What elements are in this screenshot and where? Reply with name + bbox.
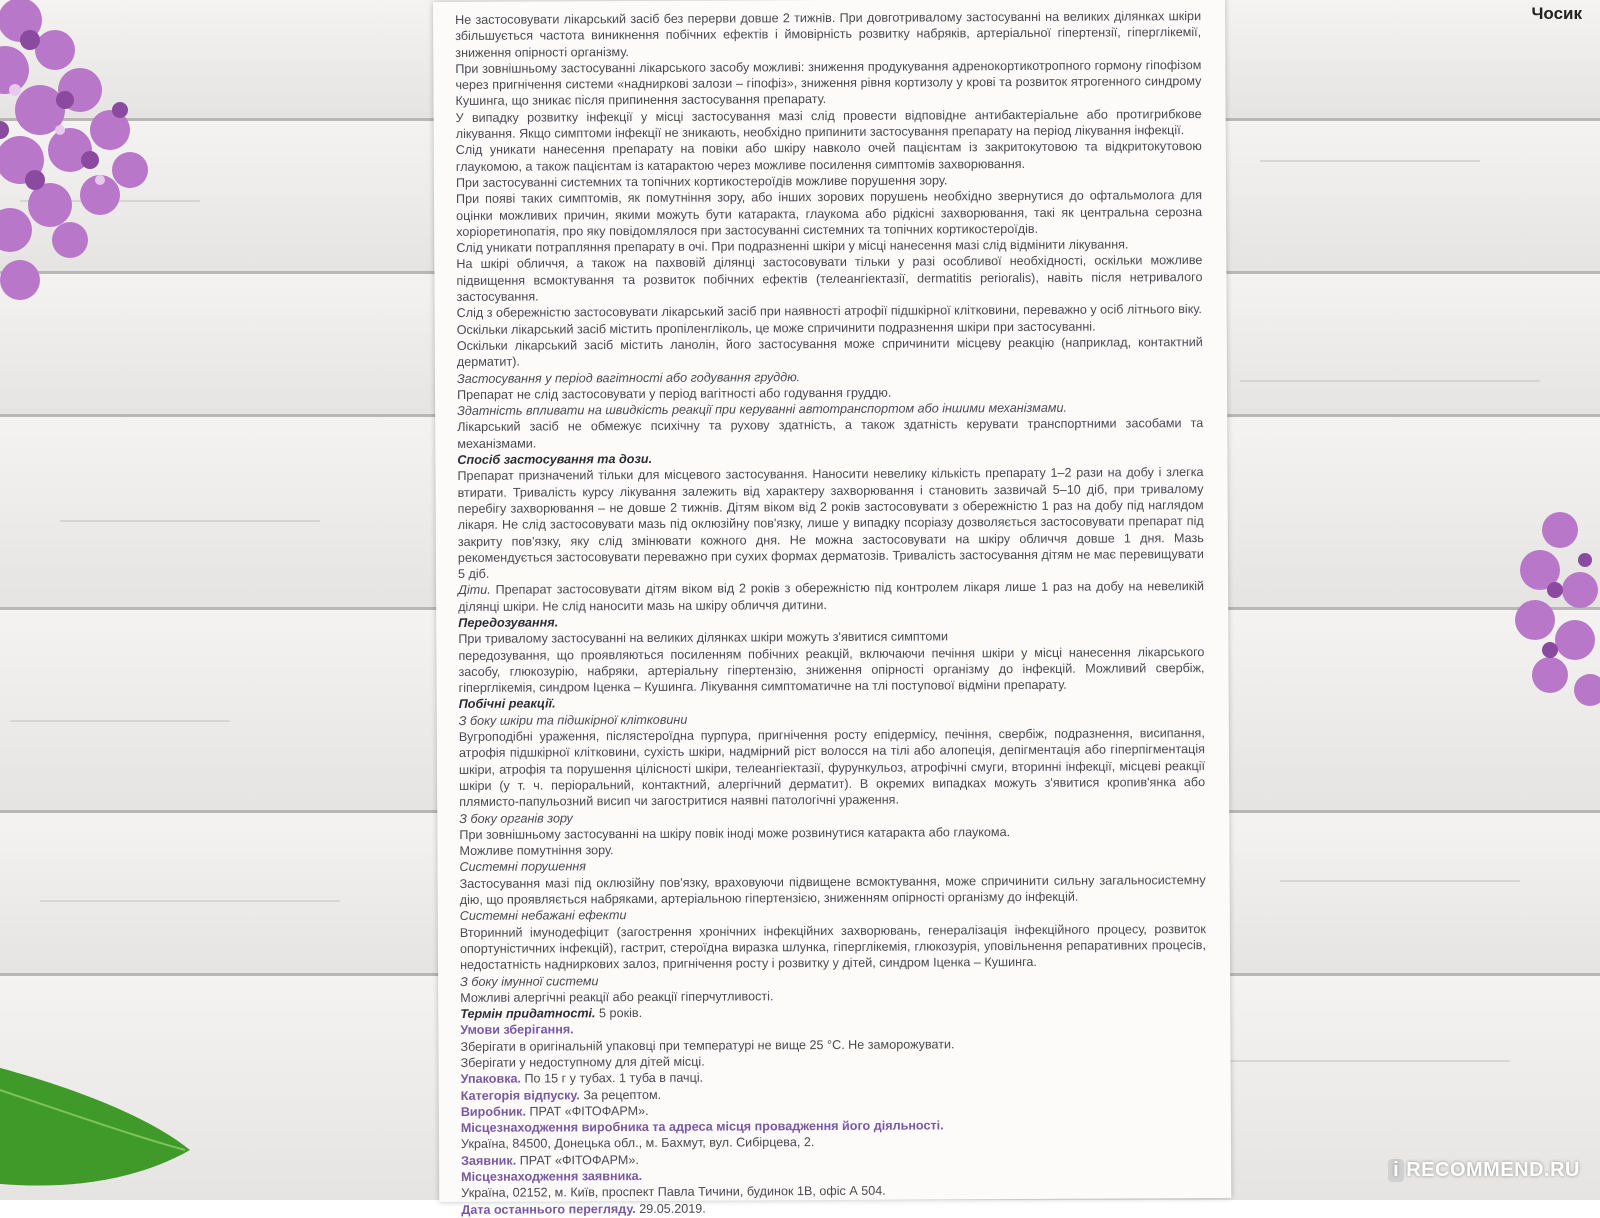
paragraph: Можливі алергічні реакції або реакції гіперчутливості. [460, 989, 774, 1005]
paragraph: У випадку розвитку інфекції у місці застосування мазі слід провести відповідне антибактеріальне або протигрибкове лікування. Якщо симптоми інфекції не зникають, необхідно припинити застосування препарату на період лікування інфекції. [455, 106, 1202, 142]
package-value: По 15 г у тубах. 1 туба в пачці. [524, 1070, 704, 1086]
paragraph: Слід уникати потрапляння препарату в очі. При подразненні шкіри у місці нанесення мазі слід відмінити лікування. [456, 237, 1129, 256]
lilac-flowers-right [1480, 500, 1600, 730]
subheading-eye: З боку органів зору [459, 810, 573, 826]
subheading-system: Системні порушення [459, 859, 587, 875]
applicant-title: Заявник. [461, 1153, 517, 1168]
category-value: За рецептом. [583, 1087, 662, 1102]
paragraph: При зовнішньому застосуванні на шкіру повік іноді може розвинутися катаракта або глаукома. [459, 824, 1011, 842]
shelf-life-value: 5 років. [599, 1006, 643, 1021]
wood-grain [10, 720, 230, 722]
paragraph: При появі таких симптомів, як помутніння зору, або інших зорових порушень необхідно звернутися до офтальмолога для оцінки можливих причин, якими можуть бути катаракта, глаукома або рідкісні захворювання, такі як центральна серозна хоріоретинопатія, про яку повідомлялося при застосуванні системних та топічних кортикостероїдів. [456, 188, 1203, 239]
wood-grain [1230, 1060, 1510, 1062]
watermark-badge-icon: i [1388, 1159, 1404, 1182]
wood-grain [1240, 380, 1540, 382]
subheading-skin: З боку шкіри та підшкірної клітковини [458, 712, 688, 728]
review-title: Дата останнього перегляду. [461, 1201, 636, 1217]
leaflet-text [455, 8, 1207, 1218]
paragraph: Не застосовувати лікарський засіб без перерви довше 2 тижнів. При довготривалому застосуванні на великих ділянках шкіри збільшується частота виникнення побічних ефектів і ймовірність розвитку набряків, артеріальної гіпертензії, гіперглікемії, зниження опірності організму. [455, 9, 1202, 60]
wood-grain [40, 900, 340, 902]
author-name: Чосик [1531, 4, 1582, 23]
applicant-value: ПРАТ «ФІТОФАРМ». [519, 1152, 639, 1168]
paragraph: Слід уникати нанесення препарату на повіки або шкіру навколо очей пацієнтам із закритокутовою та відкритокутовою глаукомою, а також пацієнтам із катарактою через можливе посилення симптомів захворювання. [455, 139, 1202, 174]
subheading-immune: З боку імунної системи [460, 973, 599, 989]
recommend-watermark [1388, 1159, 1580, 1182]
watermark-text: RECOMMEND.RU [1406, 1159, 1580, 1181]
paragraph: На шкірі обличчя, а також на пахвовій ділянці застосовувати тільки у разі особливої необхідності, оскільки можливе підвищення всмоктування та розвиток побічних ефектів (телеангіектазії, dermatitis perioralis), навіть після нетривалого застосування. [456, 253, 1203, 305]
paragraph: При застосуванні системних та топічних кортикостероїдів можливе порушення зору. [455, 173, 948, 190]
children-text: Препарат застосовувати дітям віком від 2 років з обережністю під контролем лікаря лише 1 раз на добу на невеликій ділянці шкіри. Не слід наносити мазь на шкіру обличчя дитини. [458, 579, 1205, 614]
applicant-location-value: Україна, 02152, м. Київ, проспект Павла Тичини, будинок 1В, офіс А 504. [461, 1184, 886, 1201]
paragraph: Лікарський засіб не обмежує психічну та рухову здатність, а також здатність керувати транспортними засобами та механізмами. [457, 416, 1204, 451]
maker-location-value: Україна, 84500, Донецька обл., м. Бахмут, вул. Сибірцева, 2. [460, 1135, 815, 1152]
maker-value: ПРАТ «ФІТОФАРМ». [529, 1103, 649, 1119]
paragraph: Застосування мазі під оклюзійну пов'язку, враховуючи підвищене всмоктування, може спричинити сильну загальносистемну дію, що проявляється набряками, артеріальною гіпертензією, зниженням опірності організму до інфекцій. [459, 872, 1206, 907]
green-leaf [0, 1040, 230, 1200]
package-title: Упаковка. [460, 1071, 522, 1087]
storage-title: Умови зберігання. [460, 1022, 574, 1038]
paragraph: Можливе помутніння зору. [459, 843, 614, 859]
paragraph: Слід з обережністю застосовувати лікарський засіб при наявності атрофії підшкірної клітковини, переважно у осіб літнього віку. [456, 302, 1202, 321]
section-heading-pregnancy: Застосування у період вагітності або годування груддю. [456, 369, 801, 386]
review-row [461, 1198, 1207, 1218]
applicant-location-title: Місцезнаходження заявника. [461, 1169, 643, 1185]
lilac-flowers-left [0, 0, 220, 340]
wood-grain [60, 520, 320, 522]
paragraph: Оскільки лікарський засіб містить ланолін, його застосування може спричинити місцеву реакцію (наприклад, контактний дерматит). [456, 334, 1203, 370]
subheading-undesired: Системні небажані ефекти [459, 908, 627, 924]
review-value: 29.05.2019. [639, 1201, 706, 1216]
maker-location-title: Місцезнаходження виробника та адреса місця провадження його діяльності. [460, 1118, 944, 1136]
leaflet-paper [433, 0, 1231, 1217]
paragraph: передозування, що проявляються посиленням побічних реакцій, включаючи печіння шкіри у місці нанесення лікарського засобу, глюкозурію, набряки, артеріальну гіпертензію, зниження опірності організму до інфекцій. Можливий свербіж, гіперглікемія, синдром Іценка – Кушинга. Лікування симптоматичне на тлі поступової відміни препарату. [458, 644, 1205, 696]
children-label: Діти. [458, 583, 491, 598]
section-heading-driving: Здатність впливати на швидкість реакції при керуванні автотранспортом або іншими механізмами. [457, 400, 1068, 419]
section-heading-overdose: Передозування. [458, 615, 559, 630]
paragraph: Вугроподібні ураження, післястероїдна пурпура, пригнічення росту епідермісу, печіння, свербіж, подразнення, висипання, атрофія підшкірної клітковини, сухість шкіри, надмірний ріст волосся на тілі або алопеція, депігментація або гіперпігментація шкіри, атрофія та порушення цілісності шкіри, телеангіектазії, фурункульоз, атрофічні смуги, вторинні інфекції, місцеві реакції шкіри (у т. ч. періоральний, контактний, алергічний дерматит). В окремих випадках можуть з'явитися кропив'янка або плямисто-папульозний висип чи загостритися наявні патологічні ураження. [458, 726, 1206, 810]
section-heading-dosage: Спосіб застосування та дози. [457, 451, 653, 467]
paragraph: Вторинний імунодефіцит (загострення хронічних інфекційних захворювань, генералізація інфекційного процесу, розвиток опортуністичних інфекцій), гастрит, стероїдна виразка шлунка, гіперглікемія, глюкозурія, уповільнення репаративних процесів, недостатність надниркових залоз, пригнічення росту і розвитку у дітей, синдром Іценка – Кушинга. [459, 921, 1206, 973]
paragraph: Зберігати у недоступному для дітей місці. [460, 1054, 705, 1070]
shelf-life-title: Термін придатності. [460, 1006, 596, 1022]
maker-title: Виробник. [460, 1104, 527, 1119]
paragraph: При тривалому застосуванні на великих ділянках шкіри можуть з'явитися симптоми [458, 629, 949, 647]
paragraph: Препарат призначений тільки для місцевого застосування. Наносити невелику кількість препарату 1–2 рази на добу і злегка втирати. Тривалість курсу лікування залежить від характеру захворювання і становить зазвичай 5–10 діб, при тривалому перебігу захворювання – не довше 2 тижнів. Дітям віком від 2 років застосовувати з обережністю 1 раз на добу під наглядом лікаря. Не слід застосовувати мазь під оклюзійну пов'язку, лише у випадку псоріазу дозволяється застосовувати препарат під закриту пов'язку, яку слід змінювати кожного дня. Не можна застосовувати на шкіру обличчя довше 1 дня. Мазь рекомендується застосовувати переважно при сухих формах дерматозів. Тривалість застосування дітям не має перевищувати 5 діб. [457, 465, 1204, 582]
paragraph: Оскільки лікарський засіб містить пропіленгліколь, це може спричинити подразнення шкіри при застосуванні. [456, 319, 1096, 337]
paragraph: При зовнішньому застосуванні лікарського засобу можливі: зниження продукування адренокортикотропного гормону гіпофізом через пригнічення системи «надниркові залози – гіпофіз», зниження рівня кортизолу у крові та розвиток ятрогенного синдрому Кушинга, що зникає після припинення застосування препарату. [455, 57, 1202, 109]
category-title: Категорія відпуску. [460, 1087, 580, 1103]
paragraph: Препарат не слід застосовувати у період вагітності або годування груддю. [457, 385, 892, 402]
wood-grain [1260, 160, 1480, 162]
paragraph: Зберігати в оригінальній упаковці при температурі не вище 25 °С. Не заморожувати. [460, 1037, 955, 1054]
children-paragraph [458, 578, 1204, 614]
section-heading-side-effects: Побічні реакції. [458, 696, 556, 712]
wood-grain [1280, 880, 1520, 882]
